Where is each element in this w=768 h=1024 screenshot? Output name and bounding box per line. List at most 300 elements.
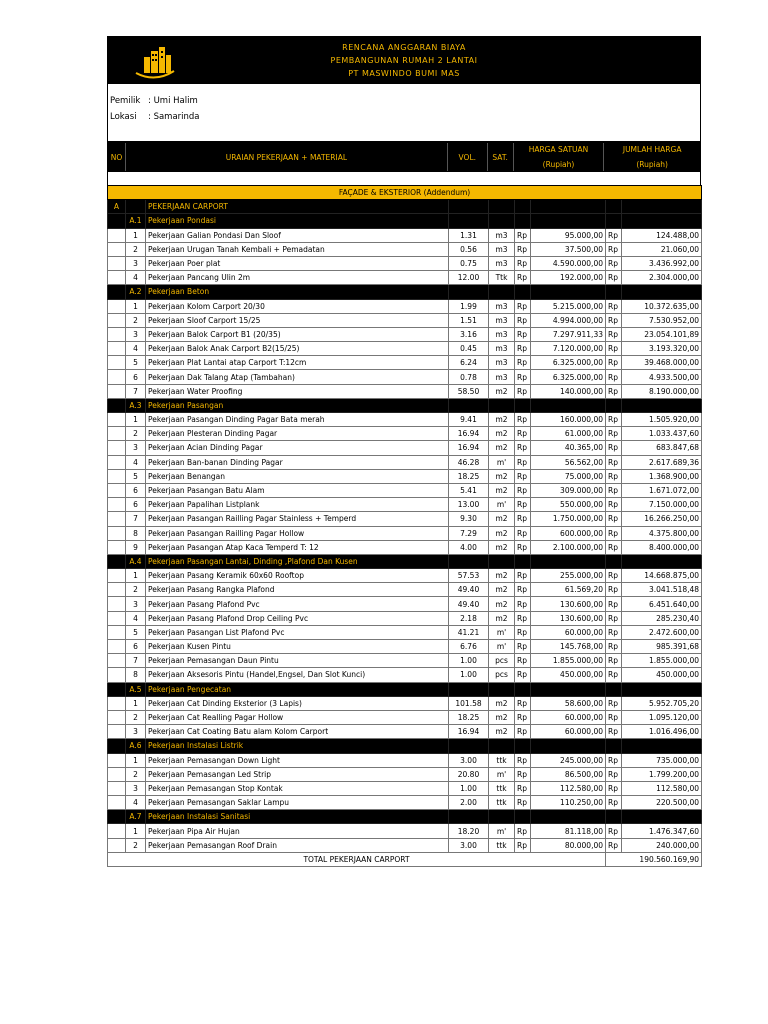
item-price: 6.325.000,00 <box>531 356 606 370</box>
item-unit: m2 <box>489 597 515 611</box>
item-desc: Pekerjaan Papalihan Listplank <box>146 498 449 512</box>
group-name: Pekerjaan Pasangan Lantai, Dinding ,Plafond Dan Kusen <box>146 554 449 568</box>
item-price: 37.500,00 <box>531 242 606 256</box>
item-total: 124.488,00 <box>622 228 702 242</box>
item-price: 7.297.911,33 <box>531 327 606 341</box>
item-vol: 5.41 <box>449 483 489 497</box>
total-label: TOTAL PEKERJAAN CARPORT <box>108 852 606 866</box>
item-desc: Pekerjaan Pasangan Railling Pagar Stainless + Temperd <box>146 512 449 526</box>
group-row <box>108 554 702 568</box>
item-total-currency: Rp <box>606 767 622 781</box>
title-line-2: PEMBANGUNAN RUMAH 2 LANTAI <box>330 56 478 65</box>
item-price: 81.118,00 <box>531 824 606 838</box>
item-price: 450.000,00 <box>531 668 606 682</box>
item-vol: 1.99 <box>449 299 489 313</box>
item-vol: 49.40 <box>449 583 489 597</box>
item-no: 6 <box>126 483 146 497</box>
item-unit: m2 <box>489 413 515 427</box>
item-unit: m3 <box>489 228 515 242</box>
item-price-currency: Rp <box>515 228 531 242</box>
item-total: 23.054.101,89 <box>622 327 702 341</box>
table-row <box>108 668 702 682</box>
item-total-currency: Rp <box>606 526 622 540</box>
item-total: 14.668.875,00 <box>622 569 702 583</box>
group-code: A.2 <box>126 285 146 299</box>
item-price-currency: Rp <box>515 597 531 611</box>
item-total-currency: Rp <box>606 370 622 384</box>
item-total-currency: Rp <box>606 384 622 398</box>
item-desc: Pekerjaan Pemasangan Down Light <box>146 753 449 767</box>
item-total: 112.580,00 <box>622 781 702 795</box>
item-price-currency: Rp <box>515 313 531 327</box>
column-header <box>107 142 701 172</box>
item-price: 4.994.000,00 <box>531 313 606 327</box>
section-code: A <box>108 200 126 214</box>
item-vol: 3.00 <box>449 753 489 767</box>
lokasi-label: Lokasi <box>110 112 137 122</box>
item-total-currency: Rp <box>606 299 622 313</box>
item-no: 4 <box>126 796 146 810</box>
item-desc: Pekerjaan Pancang Ulin 2m <box>146 271 449 285</box>
item-desc: Pekerjaan Kusen Pintu <box>146 640 449 654</box>
item-unit: m' <box>489 824 515 838</box>
pemilik-value: : Umi Halim <box>148 96 198 106</box>
item-price-currency: Rp <box>515 668 531 682</box>
item-unit: m' <box>489 625 515 639</box>
table-row <box>108 512 702 526</box>
item-price: 130.600,00 <box>531 597 606 611</box>
item-no: 2 <box>126 710 146 724</box>
item-total-currency: Rp <box>606 256 622 270</box>
item-no: 8 <box>126 526 146 540</box>
group-name: Pekerjaan Instalasi Listrik <box>146 739 449 753</box>
item-desc: Pekerjaan Galian Pondasi Dan Sloof <box>146 228 449 242</box>
group-code: A.1 <box>126 214 146 228</box>
col-no: NO <box>108 143 126 171</box>
item-price: 145.768,00 <box>531 640 606 654</box>
item-unit: m2 <box>489 526 515 540</box>
item-no: 4 <box>126 271 146 285</box>
col-uraian: URAIAN PEKERJAAN + MATERIAL <box>126 143 448 171</box>
item-desc: Pekerjaan Pemasangan Saklar Lampu <box>146 796 449 810</box>
item-desc: Pekerjaan Dak Talang Atap (Tambahan) <box>146 370 449 384</box>
item-no: 7 <box>126 384 146 398</box>
item-no: 1 <box>126 299 146 313</box>
table-row <box>108 710 702 724</box>
table-row <box>108 469 702 483</box>
item-total: 4.375.800,00 <box>622 526 702 540</box>
item-unit: m2 <box>489 469 515 483</box>
item-price-currency: Rp <box>515 483 531 497</box>
item-no: 4 <box>126 342 146 356</box>
item-vol: 9.41 <box>449 413 489 427</box>
item-unit: m2 <box>489 384 515 398</box>
item-total: 735.000,00 <box>622 753 702 767</box>
item-total-currency: Rp <box>606 512 622 526</box>
col-jumlah-harga-label: JUMLAH HARGA <box>622 145 682 154</box>
item-vol: 1.00 <box>449 668 489 682</box>
item-total: 3.041.518,48 <box>622 583 702 597</box>
col-harga-satuan <box>514 143 605 171</box>
group-row <box>108 739 702 753</box>
item-total: 985.391,68 <box>622 640 702 654</box>
item-unit: m3 <box>489 299 515 313</box>
item-price-currency: Rp <box>515 611 531 625</box>
item-total: 8.400.000,00 <box>622 540 702 554</box>
item-price: 600.000,00 <box>531 526 606 540</box>
table-row <box>108 640 702 654</box>
item-desc: Pekerjaan Pemasangan Daun Pintu <box>146 654 449 668</box>
item-unit: m2 <box>489 710 515 724</box>
item-price-currency: Rp <box>515 796 531 810</box>
item-total-currency: Rp <box>606 824 622 838</box>
table-row <box>108 299 702 313</box>
item-desc: Pekerjaan Plat Lantai atap Carport T:12cm <box>146 356 449 370</box>
item-total-currency: Rp <box>606 413 622 427</box>
item-vol: 1.00 <box>449 654 489 668</box>
item-total-currency: Rp <box>606 342 622 356</box>
item-price: 80.000,00 <box>531 838 606 852</box>
item-unit: m2 <box>489 569 515 583</box>
item-total: 21.060,00 <box>622 242 702 256</box>
item-vol: 16.94 <box>449 441 489 455</box>
item-price: 95.000,00 <box>531 228 606 242</box>
item-vol: 3.16 <box>449 327 489 341</box>
item-no: 1 <box>126 228 146 242</box>
item-vol: 46.28 <box>449 455 489 469</box>
item-total: 2.304.000,00 <box>622 271 702 285</box>
item-price-currency: Rp <box>515 256 531 270</box>
item-no: 5 <box>126 625 146 639</box>
item-desc: Pekerjaan Pasang Keramik 60x60 Rooftop <box>146 569 449 583</box>
item-price-currency: Rp <box>515 469 531 483</box>
item-total: 1.095.120,00 <box>622 710 702 724</box>
item-no: 5 <box>126 356 146 370</box>
item-unit: m2 <box>489 696 515 710</box>
table-row <box>108 370 702 384</box>
item-no: 7 <box>126 654 146 668</box>
group-row <box>108 810 702 824</box>
item-no: 2 <box>126 427 146 441</box>
table-row <box>108 838 702 852</box>
table-row <box>108 271 702 285</box>
item-no: 1 <box>126 696 146 710</box>
rab-body <box>108 186 702 867</box>
table-row <box>108 625 702 639</box>
item-unit: m2 <box>489 512 515 526</box>
col-vol: VOL. <box>448 143 488 171</box>
group-code: A.3 <box>126 398 146 412</box>
group-name: Pekerjaan Pengecatan <box>146 682 449 696</box>
rab-table <box>107 185 702 867</box>
item-price: 140.000,00 <box>531 384 606 398</box>
item-price: 110.250,00 <box>531 796 606 810</box>
item-unit: m3 <box>489 356 515 370</box>
title-line-1: RENCANA ANGGARAN BIAYA <box>342 43 466 52</box>
table-row <box>108 611 702 625</box>
table-row <box>108 455 702 469</box>
item-price-currency: Rp <box>515 838 531 852</box>
item-total: 4.933.500,00 <box>622 370 702 384</box>
item-total: 1.368.900,00 <box>622 469 702 483</box>
table-row <box>108 384 702 398</box>
group-name: Pekerjaan Instalasi Sanitasi <box>146 810 449 824</box>
group-name: Pekerjaan Beton <box>146 285 449 299</box>
item-total-currency: Rp <box>606 583 622 597</box>
group-row <box>108 214 702 228</box>
item-unit: m' <box>489 640 515 654</box>
item-price-currency: Rp <box>515 342 531 356</box>
table-row <box>108 413 702 427</box>
item-desc: Pekerjaan Pasangan Railling Pagar Hollow <box>146 526 449 540</box>
item-vol: 16.94 <box>449 725 489 739</box>
item-desc: Pekerjaan Pasangan Atap Kaca Temperd T: 12 <box>146 540 449 554</box>
table-row <box>108 583 702 597</box>
group-code: A.4 <box>126 554 146 568</box>
item-price-currency: Rp <box>515 569 531 583</box>
item-total: 1.671.072,00 <box>622 483 702 497</box>
item-unit: pcs <box>489 654 515 668</box>
col-harga-satuan-label: HARGA SATUAN <box>528 145 589 154</box>
item-no: 7 <box>126 512 146 526</box>
item-total-currency: Rp <box>606 796 622 810</box>
item-unit: m' <box>489 498 515 512</box>
item-total: 1.505.920,00 <box>622 413 702 427</box>
item-price-currency: Rp <box>515 384 531 398</box>
item-total-currency: Rp <box>606 569 622 583</box>
item-vol: 101.58 <box>449 696 489 710</box>
item-price: 1.855.000,00 <box>531 654 606 668</box>
item-vol: 18.20 <box>449 824 489 838</box>
item-price: 60.000,00 <box>531 725 606 739</box>
item-no: 3 <box>126 725 146 739</box>
item-unit: Ttk <box>489 271 515 285</box>
item-total: 1.016.496,00 <box>622 725 702 739</box>
item-unit: m3 <box>489 327 515 341</box>
item-total-currency: Rp <box>606 498 622 512</box>
item-unit: ttk <box>489 753 515 767</box>
table-row <box>108 327 702 341</box>
table-row <box>108 356 702 370</box>
item-desc: Pekerjaan Poer plat <box>146 256 449 270</box>
item-price-currency: Rp <box>515 455 531 469</box>
item-price-currency: Rp <box>515 498 531 512</box>
item-no: 9 <box>126 540 146 554</box>
item-vol: 2.18 <box>449 611 489 625</box>
item-total-currency: Rp <box>606 441 622 455</box>
item-price-currency: Rp <box>515 427 531 441</box>
item-desc: Pekerjaan Plesteran Dinding Pagar <box>146 427 449 441</box>
item-price-currency: Rp <box>515 356 531 370</box>
table-row <box>108 725 702 739</box>
item-no: 2 <box>126 767 146 781</box>
item-price-currency: Rp <box>515 824 531 838</box>
title-line-3: PT MASWINDO BUMI MAS <box>348 69 460 78</box>
item-total: 10.372.635,00 <box>622 299 702 313</box>
item-price: 75.000,00 <box>531 469 606 483</box>
item-price: 112.580,00 <box>531 781 606 795</box>
table-row <box>108 753 702 767</box>
item-price: 56.562,00 <box>531 455 606 469</box>
item-total: 5.952.705,20 <box>622 696 702 710</box>
item-vol: 0.45 <box>449 342 489 356</box>
item-desc: Pekerjaan Ban-banan Dinding Pagar <box>146 455 449 469</box>
table-row <box>108 313 702 327</box>
item-price-currency: Rp <box>515 767 531 781</box>
item-vol: 3.00 <box>449 838 489 852</box>
item-no: 2 <box>126 838 146 852</box>
section-row <box>108 200 702 214</box>
item-no: 6 <box>126 370 146 384</box>
item-price-currency: Rp <box>515 271 531 285</box>
table-row <box>108 540 702 554</box>
item-total: 7.150.000,00 <box>622 498 702 512</box>
item-no: 8 <box>126 668 146 682</box>
item-no: 4 <box>126 455 146 469</box>
item-desc: Pekerjaan Pasang Plafond Drop Ceiling Pvc <box>146 611 449 625</box>
item-total-currency: Rp <box>606 242 622 256</box>
item-no: 2 <box>126 242 146 256</box>
item-total: 8.190.000,00 <box>622 384 702 398</box>
item-desc: Pekerjaan Balok Carport B1 (20/35) <box>146 327 449 341</box>
item-vol: 1.31 <box>449 228 489 242</box>
item-unit: m2 <box>489 611 515 625</box>
item-price-currency: Rp <box>515 413 531 427</box>
item-total-currency: Rp <box>606 625 622 639</box>
item-no: 3 <box>126 781 146 795</box>
item-no: 3 <box>126 441 146 455</box>
item-unit: m2 <box>489 427 515 441</box>
item-total: 2.472.600,00 <box>622 625 702 639</box>
item-desc: Pekerjaan Pasangan Batu Alam <box>146 483 449 497</box>
item-vol: 41.21 <box>449 625 489 639</box>
item-total-currency: Rp <box>606 271 622 285</box>
item-price-currency: Rp <box>515 370 531 384</box>
table-row <box>108 483 702 497</box>
item-no: 1 <box>126 413 146 427</box>
item-unit: ttk <box>489 796 515 810</box>
col-sat: SAT. <box>488 143 514 171</box>
item-vol: 4.00 <box>449 540 489 554</box>
table-row <box>108 498 702 512</box>
item-total-currency: Rp <box>606 838 622 852</box>
document-header <box>107 36 701 84</box>
item-price: 5.215.000,00 <box>531 299 606 313</box>
item-no: 1 <box>126 753 146 767</box>
item-total-currency: Rp <box>606 597 622 611</box>
item-price-currency: Rp <box>515 327 531 341</box>
group-name: Pekerjaan Pasangan <box>146 398 449 412</box>
item-vol: 57.53 <box>449 569 489 583</box>
item-price: 255.000,00 <box>531 569 606 583</box>
lokasi-value: : Samarinda <box>148 112 200 122</box>
item-price-currency: Rp <box>515 512 531 526</box>
item-price: 40.365,00 <box>531 441 606 455</box>
item-price: 61.569,20 <box>531 583 606 597</box>
item-desc: Pekerjaan Acian Dinding Pagar <box>146 441 449 455</box>
table-row <box>108 242 702 256</box>
item-price-currency: Rp <box>515 583 531 597</box>
item-price-currency: Rp <box>515 640 531 654</box>
item-desc: Pekerjaan Pasang Rangka Plafond <box>146 583 449 597</box>
item-vol: 49.40 <box>449 597 489 611</box>
item-desc: Pekerjaan Pasangan List Plafond Pvc <box>146 625 449 639</box>
item-total-currency: Rp <box>606 327 622 341</box>
item-total: 2.617.689,36 <box>622 455 702 469</box>
item-price: 245.000,00 <box>531 753 606 767</box>
item-price-currency: Rp <box>515 654 531 668</box>
item-total: 39.468.000,00 <box>622 356 702 370</box>
item-desc: Pekerjaan Pipa Air Hujan <box>146 824 449 838</box>
item-vol: 1.00 <box>449 781 489 795</box>
item-desc: Pekerjaan Benangan <box>146 469 449 483</box>
item-price-currency: Rp <box>515 710 531 724</box>
item-vol: 12.00 <box>449 271 489 285</box>
table-row <box>108 781 702 795</box>
rab-sheet <box>107 36 701 867</box>
item-price-currency: Rp <box>515 242 531 256</box>
item-no: 4 <box>126 611 146 625</box>
item-total: 3.193.320,00 <box>622 342 702 356</box>
item-price: 7.120.000,00 <box>531 342 606 356</box>
item-total-currency: Rp <box>606 483 622 497</box>
item-desc: Pekerjaan Pasangan Dinding Pagar Bata merah <box>146 413 449 427</box>
pemilik-label: Pemilik <box>110 96 141 106</box>
group-code: A.6 <box>126 739 146 753</box>
item-total: 16.266.250,00 <box>622 512 702 526</box>
item-no: 3 <box>126 256 146 270</box>
item-price: 61.000,00 <box>531 427 606 441</box>
item-price: 86.500,00 <box>531 767 606 781</box>
item-vol: 7.29 <box>449 526 489 540</box>
item-price: 2.100.000,00 <box>531 540 606 554</box>
item-vol: 6.76 <box>449 640 489 654</box>
col-harga-satuan-unit: (Rupiah) <box>542 160 575 169</box>
table-row <box>108 654 702 668</box>
item-price: 4.590.000,00 <box>531 256 606 270</box>
item-price-currency: Rp <box>515 625 531 639</box>
owner-info <box>107 84 701 142</box>
item-vol: 20.80 <box>449 767 489 781</box>
item-no: 1 <box>126 824 146 838</box>
item-unit: m2 <box>489 441 515 455</box>
item-unit: m3 <box>489 256 515 270</box>
item-desc: Pekerjaan Sloof Carport 15/25 <box>146 313 449 327</box>
total-row <box>108 852 702 866</box>
item-price-currency: Rp <box>515 753 531 767</box>
item-desc: Pekerjaan Water Proofing <box>146 384 449 398</box>
item-price-currency: Rp <box>515 526 531 540</box>
item-unit: m3 <box>489 313 515 327</box>
item-price: 160.000,00 <box>531 413 606 427</box>
col-jumlah-harga <box>604 143 700 171</box>
item-total-currency: Rp <box>606 668 622 682</box>
table-row <box>108 696 702 710</box>
item-unit: ttk <box>489 838 515 852</box>
item-no: 5 <box>126 469 146 483</box>
item-total: 450.000,00 <box>622 668 702 682</box>
item-desc: Pekerjaan Pemasangan Stop Kontak <box>146 781 449 795</box>
item-price-currency: Rp <box>515 781 531 795</box>
item-total: 1.476.347,60 <box>622 824 702 838</box>
table-row <box>108 824 702 838</box>
item-total: 1.033.437,60 <box>622 427 702 441</box>
facade-title: FAÇADE & EKSTERIOR (Addendum) <box>108 186 702 200</box>
item-total-currency: Rp <box>606 356 622 370</box>
item-unit: m2 <box>489 583 515 597</box>
item-total: 1.799.200,00 <box>622 767 702 781</box>
item-desc: Pekerjaan Balok Anak Carport B2(15/25) <box>146 342 449 356</box>
